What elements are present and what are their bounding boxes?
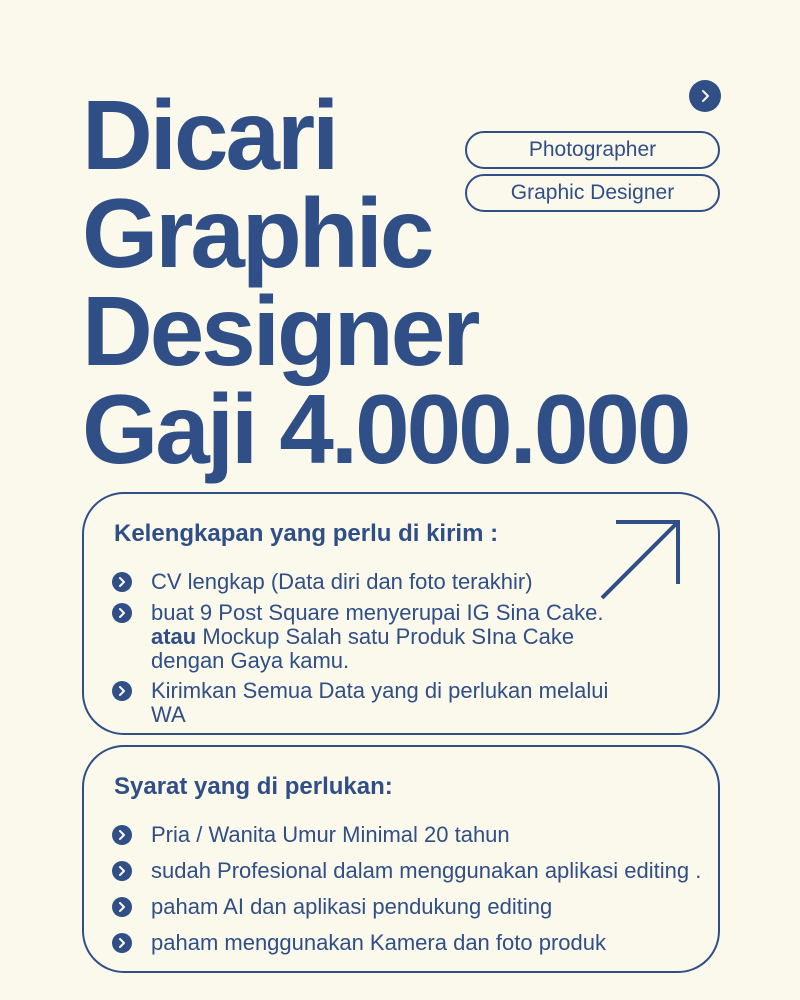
- list-item-text: Pria / Wanita Umur Minimal 20 tahun: [151, 822, 510, 847]
- list-item-line: dengan Gaya kamu.: [151, 648, 350, 673]
- tag-photographer[interactable]: Photographer: [465, 131, 720, 169]
- headline-line-2: Graphic: [82, 178, 432, 288]
- list-item-bold: atau: [151, 624, 197, 649]
- headline-line-4: Gaji 4.000.000: [82, 374, 689, 484]
- list-item: [112, 895, 552, 919]
- requirements-card: [82, 745, 720, 973]
- tag-graphic-designer[interactable]: Graphic Designer: [465, 174, 720, 212]
- list-item-text: paham menggunakan Kamera dan foto produk: [151, 930, 606, 955]
- chevron-right-icon: [112, 572, 132, 592]
- list-item-text: sudah Profesional dalam menggunakan aplikasi editing .: [151, 858, 702, 883]
- list-item: [112, 931, 606, 955]
- list-item-text: CV lengkap (Data diri dan foto terakhir): [151, 569, 533, 594]
- next-button[interactable]: [689, 80, 721, 112]
- list-item-text: [151, 601, 603, 673]
- headline-line-1: Dicari: [82, 80, 337, 190]
- documents-card: [82, 492, 720, 735]
- chevron-right-icon: [112, 897, 132, 917]
- chevron-right-icon: [112, 861, 132, 881]
- list-item-line: Mockup Salah satu Produk SIna Cake: [196, 624, 575, 649]
- list-item-line: buat 9 Post Square menyerupai IG Sina Cake.: [151, 600, 604, 625]
- list-item: [112, 823, 510, 847]
- list-item: [112, 859, 701, 883]
- chevron-right-icon: [112, 681, 132, 701]
- requirements-title: Syarat yang di perlukan:: [114, 773, 393, 800]
- list-item-line: Kirimkan Semua Data yang di perlukan melalui: [151, 678, 609, 703]
- chevron-right-icon: [698, 89, 712, 103]
- list-item-text: [151, 679, 608, 727]
- chevron-right-icon: [112, 933, 132, 953]
- list-item: [112, 679, 608, 727]
- documents-title: Kelengkapan yang perlu di kirim :: [114, 520, 499, 547]
- list-item-line: WA: [151, 702, 186, 727]
- list-item: [112, 601, 603, 673]
- list-item: [112, 570, 533, 594]
- headline-line-3: Designer: [82, 276, 478, 386]
- chevron-right-icon: [112, 825, 132, 845]
- arrow-up-right-icon: [596, 514, 686, 604]
- list-item-text: paham AI dan aplikasi pendukung editing: [151, 894, 553, 919]
- chevron-right-icon: [112, 603, 132, 623]
